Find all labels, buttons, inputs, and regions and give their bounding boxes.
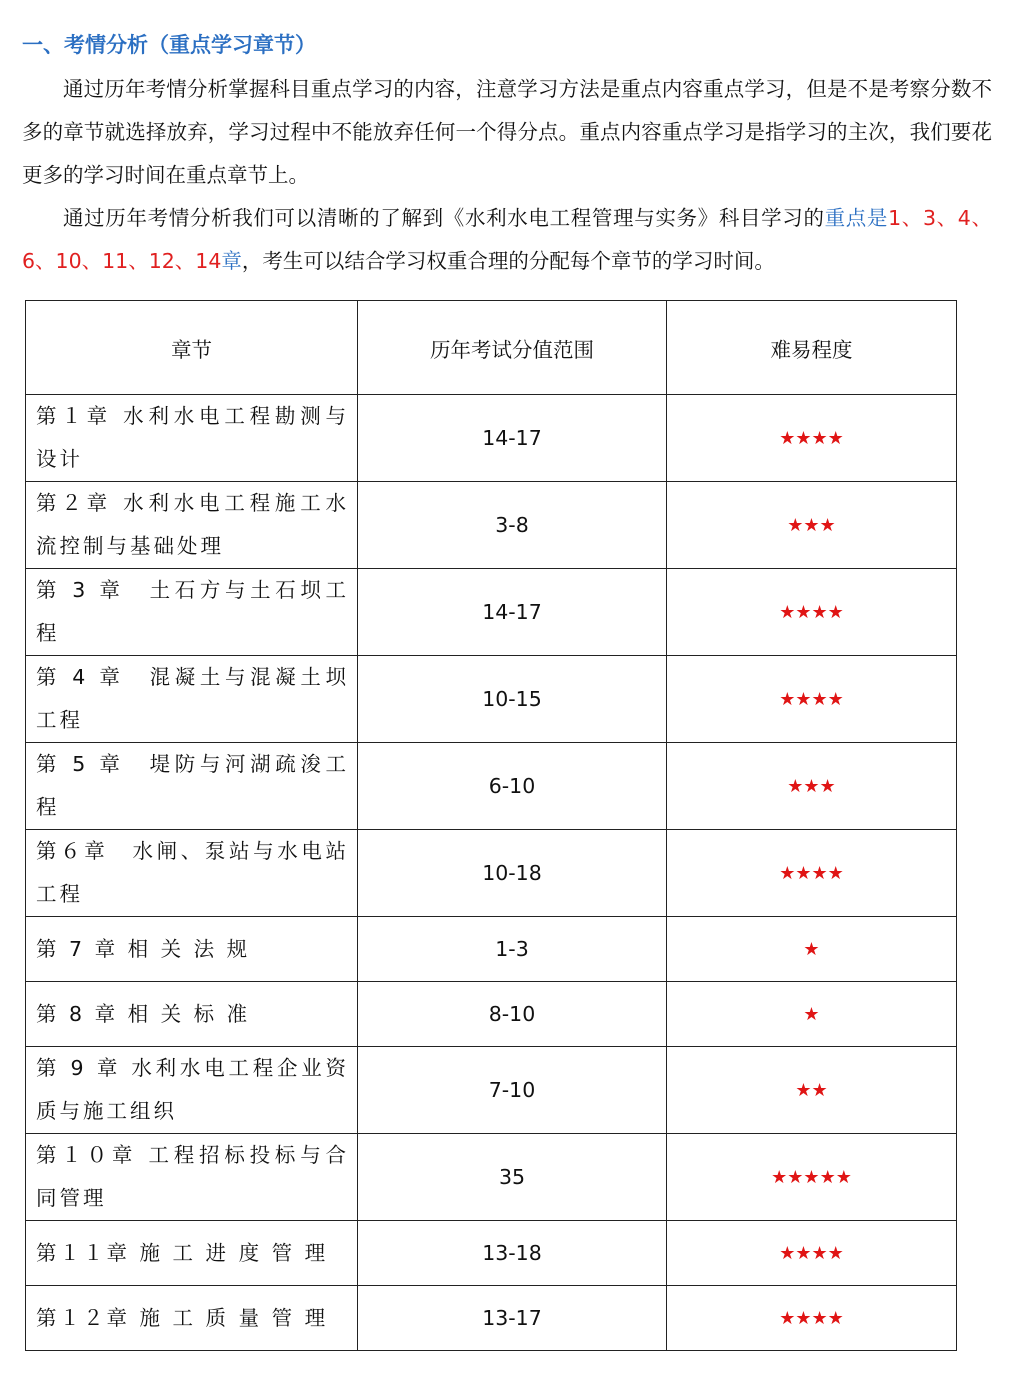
table-row	[26, 656, 957, 743]
table-header-row	[26, 301, 957, 395]
focus-label: 重点是	[824, 206, 889, 230]
chapter-cell: 第 9 章 水利水电工程企业资质与施工组织	[26, 1047, 358, 1134]
score-cell: 1-3	[358, 917, 667, 982]
chapter-word: 章	[221, 249, 242, 273]
difficulty-stars: ★★★	[667, 482, 957, 569]
score-cell: 10-18	[358, 830, 667, 917]
focus-chapters: 1、3、4、6、10、11、12、14	[22, 206, 993, 273]
header-chapter: 章节	[26, 301, 358, 395]
difficulty-stars: ★★★★	[667, 830, 957, 917]
chapter-cell: 第１０章 工程招标投标与合同管理	[26, 1134, 358, 1221]
chapter-cell: 第 4 章 混凝土与混凝土坝工程	[26, 656, 358, 743]
difficulty-stars: ★	[667, 917, 957, 982]
chapter-cell: 第 7 章 相 关 法 规	[26, 917, 358, 982]
chapter-cell: 第 8 章 相 关 标 准	[26, 982, 358, 1047]
difficulty-stars: ★	[667, 982, 957, 1047]
table-row	[26, 830, 957, 917]
table-row	[26, 1221, 957, 1286]
score-cell: 7-10	[358, 1047, 667, 1134]
difficulty-stars: ★★★	[667, 743, 957, 830]
score-cell: 13-18	[358, 1221, 667, 1286]
paragraph-2	[22, 197, 992, 283]
difficulty-stars: ★★★★	[667, 395, 957, 482]
chapter-cell: 第２章 水利水电工程施工水流控制与基础处理	[26, 482, 358, 569]
table-row	[26, 1134, 957, 1221]
table-row	[26, 982, 957, 1047]
score-cell: 3-8	[358, 482, 667, 569]
paragraph-1: 通过历年考情分析掌握科目重点学习的内容，注意学习方法是重点内容重点学习，但是不是考察分数不多的章节就选择放弃，学习过程中不能放弃任何一个得分点。重点内容重点学习是指学习的主次，我们要花更多的学习时间在重点章节上。	[22, 77, 992, 187]
table-row	[26, 482, 957, 569]
difficulty-stars: ★★★★★	[667, 1134, 957, 1221]
chapter-cell: 第６章 水闸、泵站与水电站工程	[26, 830, 358, 917]
section-heading: 一、考情分析（重点学习章节）	[22, 33, 316, 57]
difficulty-stars: ★★	[667, 1047, 957, 1134]
score-cell: 10-15	[358, 656, 667, 743]
chapter-table	[25, 300, 957, 1351]
difficulty-stars: ★★★★	[667, 569, 957, 656]
header-difficulty: 难易程度	[667, 301, 957, 395]
table-row	[26, 1047, 957, 1134]
table-row	[26, 395, 957, 482]
intro-text	[22, 68, 992, 283]
chapter-cell: 第 3 章 土石方与土石坝工程	[26, 569, 358, 656]
chapter-cell: 第 5 章 堤防与河湖疏浚工程	[26, 743, 358, 830]
chapter-cell: 第１章 水利水电工程勘测与设计	[26, 395, 358, 482]
paragraph-2-lead: 通过历年考情分析我们可以清晰的了解到《水利水电工程管理与实务》科目学习的	[63, 206, 825, 230]
score-cell: 14-17	[358, 395, 667, 482]
score-cell: 13-17	[358, 1286, 667, 1351]
table-row	[26, 569, 957, 656]
score-cell: 6-10	[358, 743, 667, 830]
difficulty-stars: ★★★★	[667, 1221, 957, 1286]
score-cell: 14-17	[358, 569, 667, 656]
chapter-cell: 第１２章 施 工 质 量 管 理	[26, 1286, 358, 1351]
difficulty-stars: ★★★★	[667, 1286, 957, 1351]
table-row	[26, 917, 957, 982]
score-cell: 8-10	[358, 982, 667, 1047]
table-row	[26, 743, 957, 830]
table-row	[26, 1286, 957, 1351]
header-score-range: 历年考试分值范围	[358, 301, 667, 395]
paragraph-2-tail: ，考生可以结合学习权重合理的分配每个章节的学习时间。	[241, 249, 775, 273]
score-cell: 35	[358, 1134, 667, 1221]
difficulty-stars: ★★★★	[667, 656, 957, 743]
chapter-cell: 第１１章 施 工 进 度 管 理	[26, 1221, 358, 1286]
